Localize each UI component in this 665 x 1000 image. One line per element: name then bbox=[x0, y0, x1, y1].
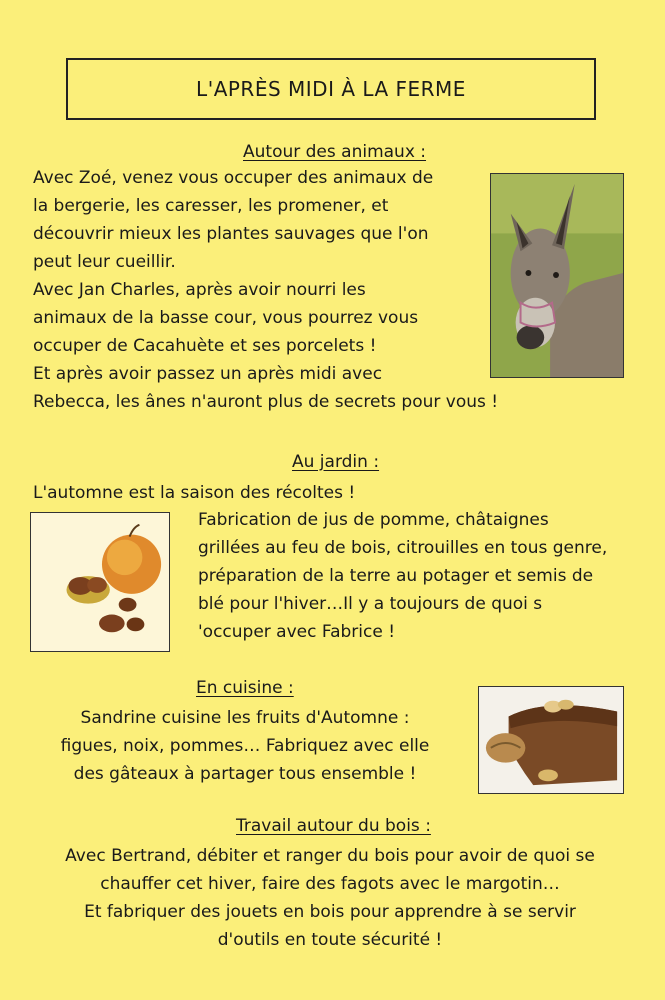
text-line: Et après avoir passez un après midi avec bbox=[33, 364, 383, 384]
text-line: animaux de la basse cour, vous pourrez vous bbox=[33, 308, 419, 328]
text-line: Sandrine cuisine les fruits d'Automne : bbox=[80, 708, 410, 728]
text-line: grillées au feu de bois, citrouilles en tous genre, bbox=[198, 538, 608, 558]
section-text-bois bbox=[20, 842, 640, 954]
text-line: Fabrication de jus de pomme, châtaignes bbox=[198, 510, 549, 530]
text-line: chauffer cet hiver, faire des fagots avec le margotin… bbox=[100, 874, 560, 894]
section-intro-jardin: L'automne est la saison des récoltes ! bbox=[33, 483, 356, 503]
text-line: Rebecca, les ânes n'auront plus de secrets pour vous ! bbox=[33, 392, 499, 412]
apple-chestnuts-illustration bbox=[30, 512, 170, 652]
cake-walnut-photo bbox=[478, 686, 624, 794]
text-line: blé pour l'hiver…Il y a toujours de quoi s bbox=[198, 594, 543, 614]
donkey-photo bbox=[490, 173, 624, 378]
section-heading-bois: Travail autour du bois : bbox=[236, 816, 431, 836]
section-heading-jardin: Au jardin : bbox=[292, 452, 380, 472]
section-text-jardin bbox=[198, 506, 650, 646]
text-line: occuper de Cacahuète et ses porcelets ! bbox=[33, 336, 377, 356]
text-line: des gâteaux à partager tous ensemble ! bbox=[73, 764, 417, 784]
text-line: figues, noix, pommes… Fabriquez avec elle bbox=[60, 736, 430, 756]
text-line: préparation de la terre au potager et semis de bbox=[198, 566, 594, 586]
text-line: découvrir mieux les plantes sauvages que l'on bbox=[33, 224, 429, 244]
text-line: Et fabriquer des jouets en bois pour apprendre à se servir bbox=[84, 902, 576, 922]
text-line: 'occuper avec Fabrice ! bbox=[198, 622, 396, 642]
section-heading-animaux: Autour des animaux : bbox=[243, 142, 427, 162]
section-text-animaux bbox=[33, 164, 473, 388]
text-line: Avec Zoé, venez vous occuper des animaux de bbox=[33, 168, 434, 188]
page-title-text: L'APRÈS MIDI À LA FERME bbox=[196, 77, 466, 101]
text-line: d'outils en toute sécurité ! bbox=[217, 930, 443, 950]
text-line: Avec Bertrand, débiter et ranger du bois pour avoir de quoi se bbox=[65, 846, 595, 866]
text-line: la bergerie, les caresser, les promener, et bbox=[33, 196, 389, 216]
section-heading-cuisine: En cuisine : bbox=[196, 678, 294, 698]
page-title bbox=[66, 58, 596, 120]
text-line: Avec Jan Charles, après avoir nourri les bbox=[33, 280, 366, 300]
section-text-cuisine bbox=[30, 704, 460, 788]
text-line: peut leur cueillir. bbox=[33, 252, 176, 272]
